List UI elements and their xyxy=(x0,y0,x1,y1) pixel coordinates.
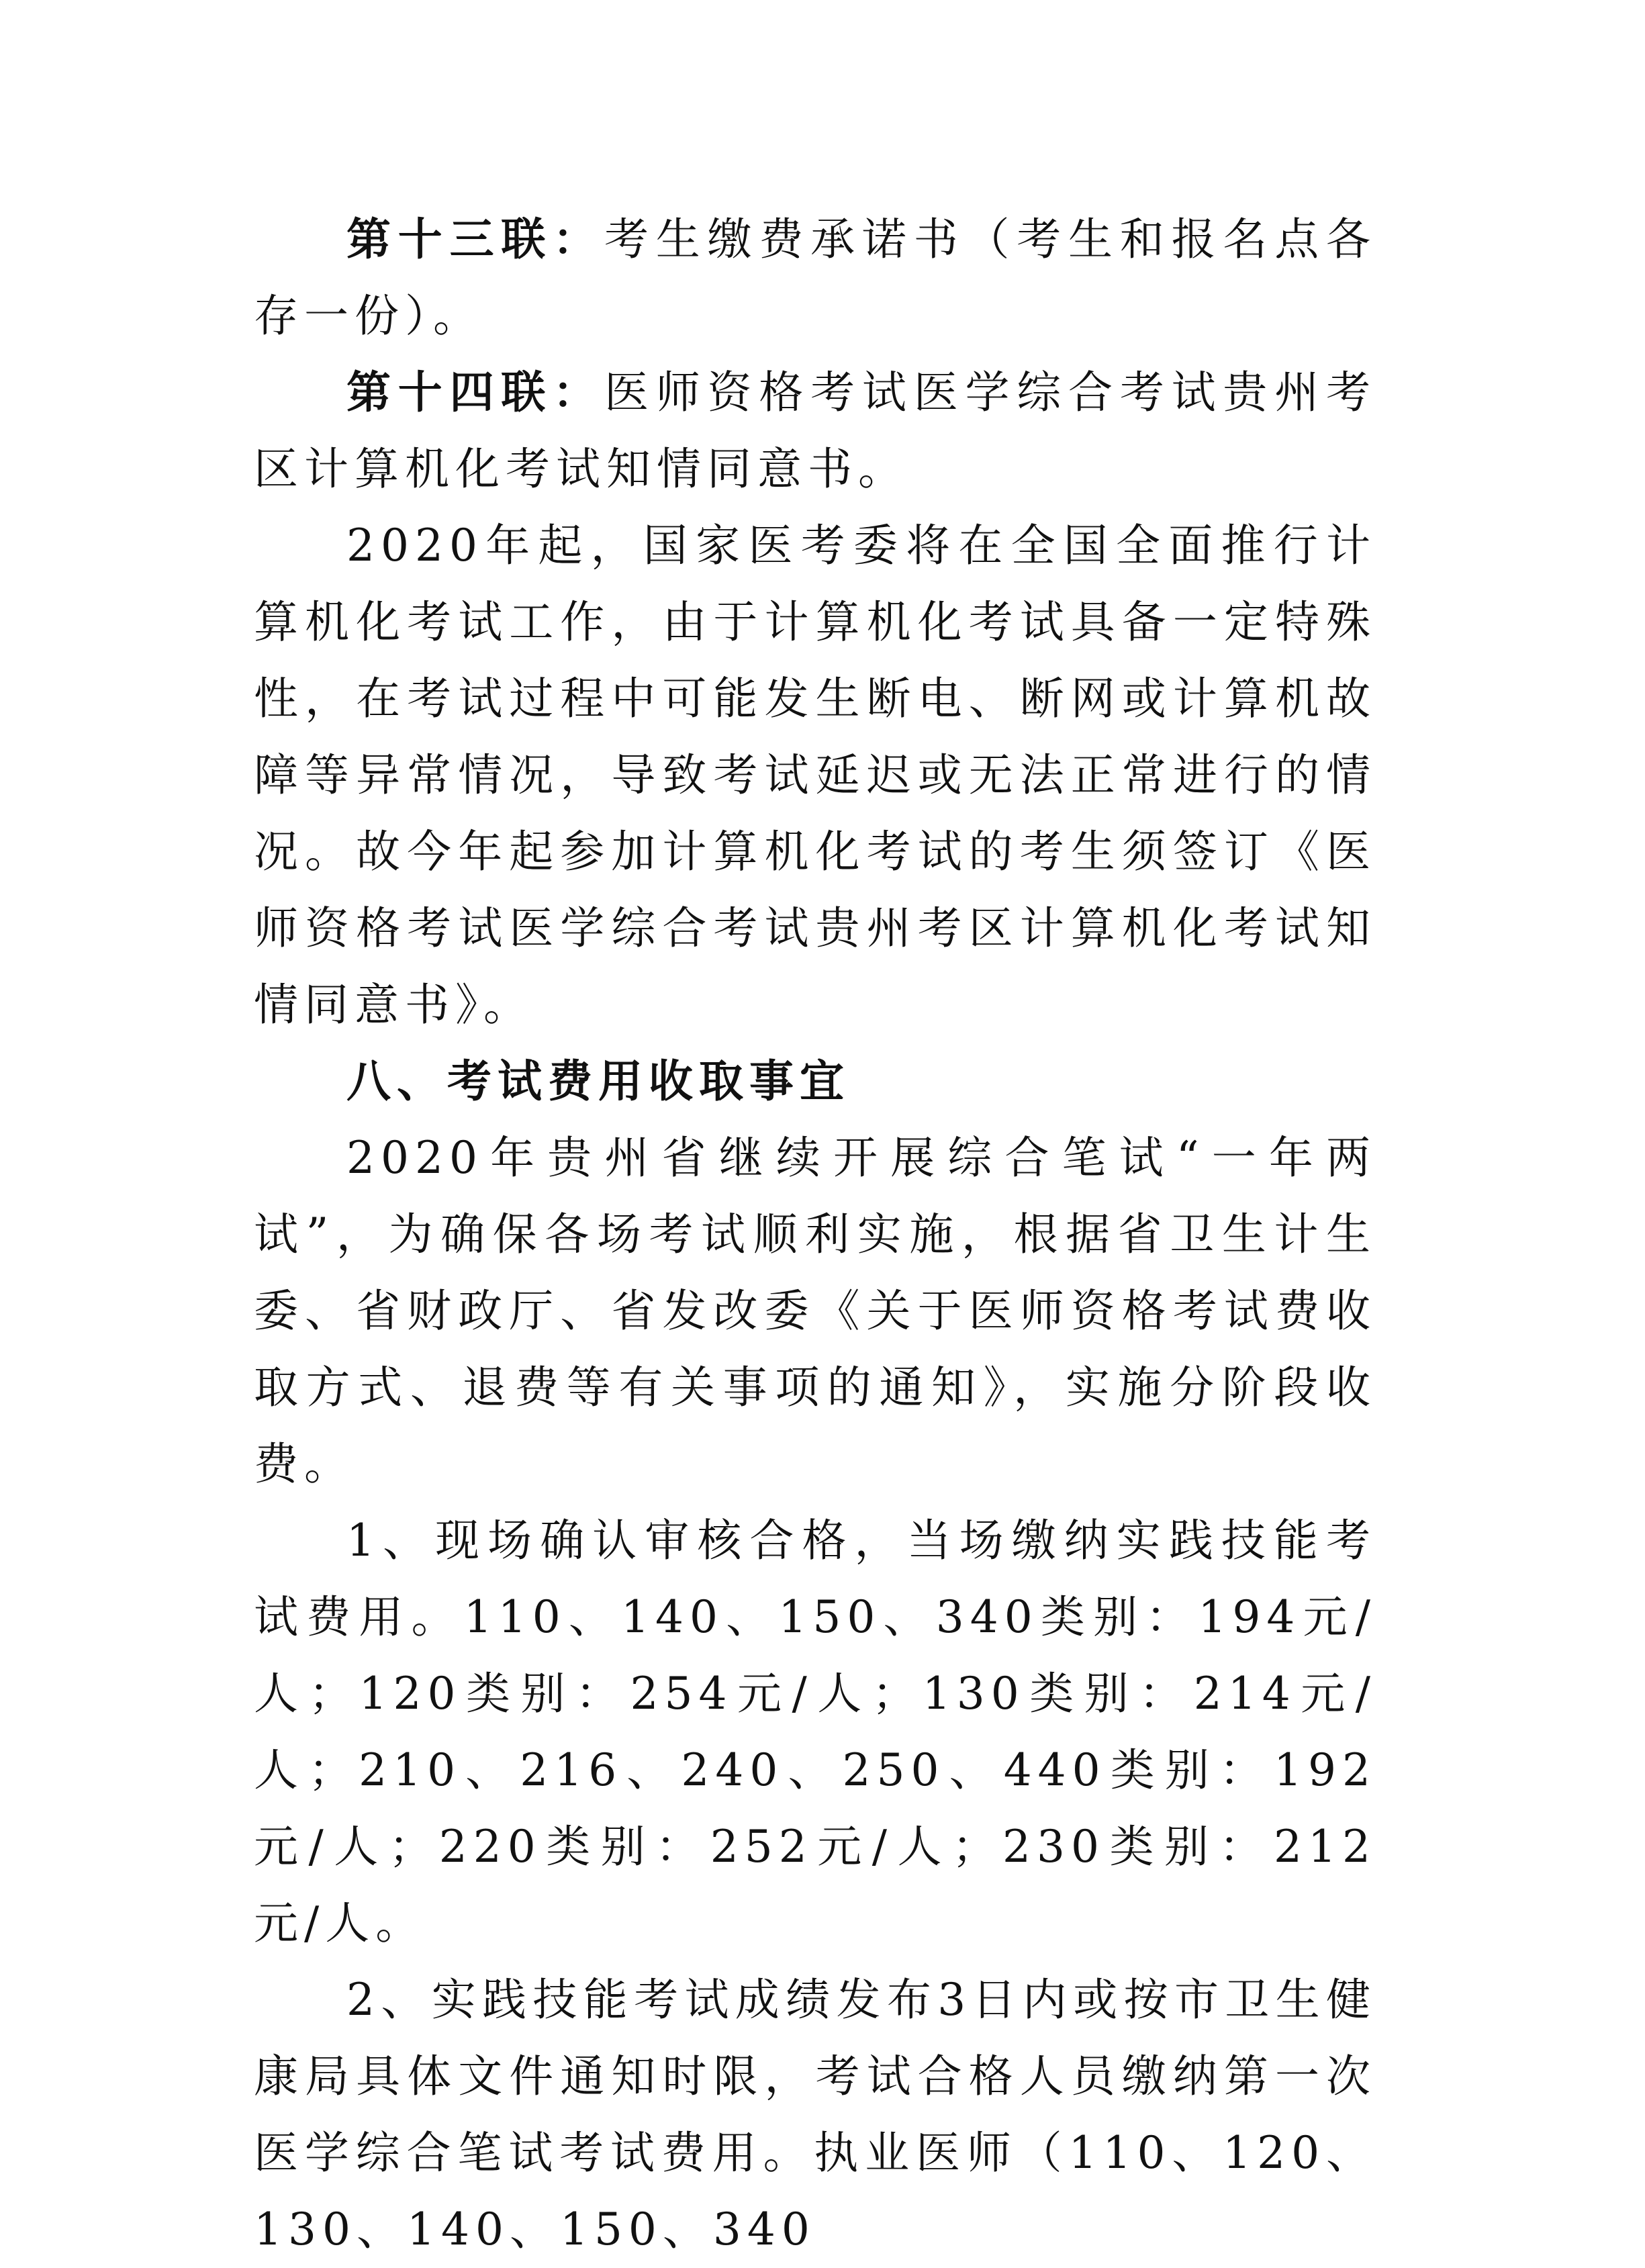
section-8-heading: 八、考试费用收取事宜 xyxy=(346,1055,850,1107)
paragraph-computerized-exam: 2020年起，国家医考委将在全国全面推行计算机化考试工作，由于计算机化考试具备一定特殊性，在考试过程中可能发生断电、断网或计算机故障等异常情况，导致考试延迟或无法正常进行的情况。故今年起参加计算机化考试的考生须签订《医师资格考试医学综合考试贵州考区计算机化考试知情同意书》。 xyxy=(254,520,1376,1031)
paragraph-fee-policy: 2020年贵州省继续开展综合笔试“一年两试”，为确保各场考试顺利实施，根据省卫生计生委、省财政厅、省发改委《关于医师资格考试费收取方式、退费等有关事项的通知》，实施分阶段收费。 xyxy=(254,1132,1376,1490)
paragraph-14th-form xyxy=(254,355,1376,508)
form-13-text: 考生缴费承诺书（考生和报名点各存一份）。 xyxy=(254,214,1377,342)
form-13-label: 第十三联： xyxy=(346,214,604,265)
document-body xyxy=(254,201,1376,2268)
form-14-label: 第十四联： xyxy=(346,367,604,418)
paragraph-fee-item-2: 2、实践技能考试成绩发布3日内或按市卫生健康局具体文件通知时限，考试合格人员缴纳第一次医学综合笔试考试费用。执业医师（110、120、130、140、150、340 xyxy=(254,1974,1376,2255)
paragraph-fee-item-1: 1、现场确认审核合格，当场缴纳实践技能考试费用。110、140、150、340类别：194元/人；120类别：254元/人；130类别：214元/人；210、216、240、250、440类别：192元/人；220类别：252元/人；230类别：212元/人。 xyxy=(254,1515,1376,1949)
paragraph-13th-form xyxy=(254,201,1376,355)
form-14-text: 医师资格考试医学综合考试贵州考区计算机化考试知情同意书。 xyxy=(254,367,1377,495)
